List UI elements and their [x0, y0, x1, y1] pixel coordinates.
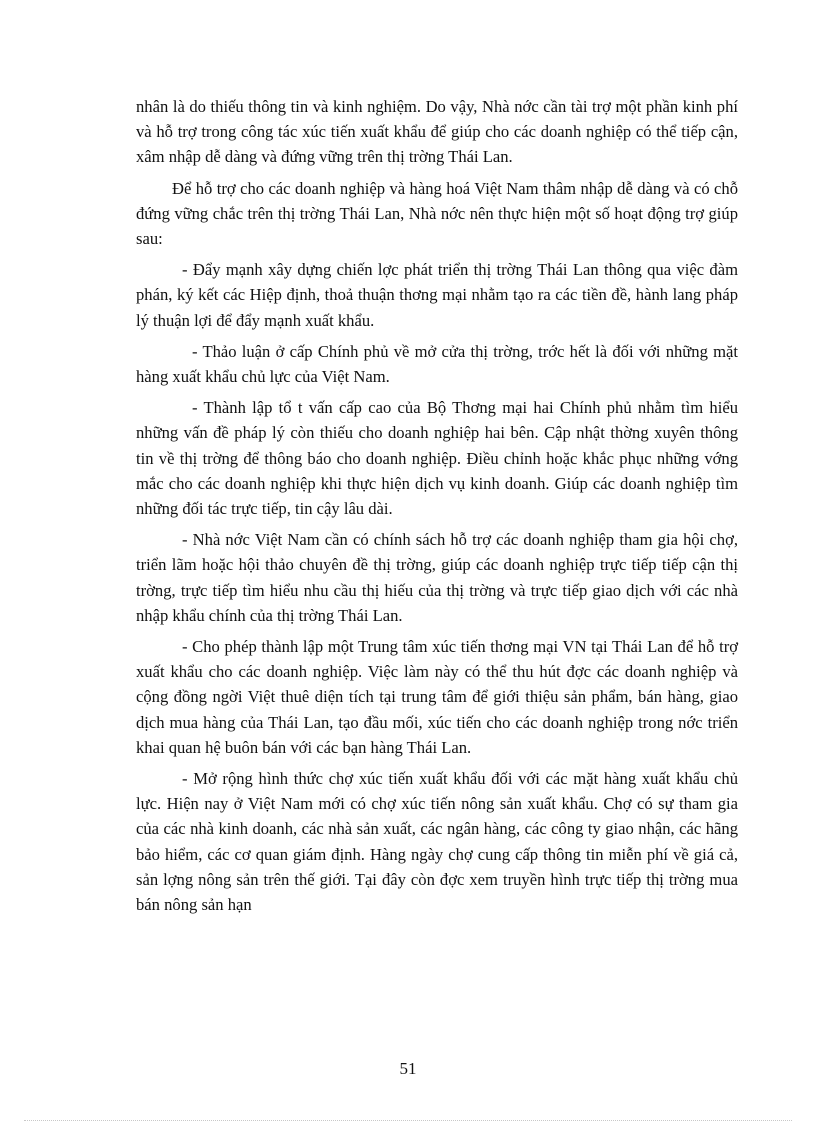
paragraph-support-overview: Để hỗ trợ cho các doanh nghiệp và hàng hoá Việt Nam thâm nhập dễ dàng và có chỗ đứng vững chắc trên thị trờng Thái Lan, Nhà nớc nên thực hiện một số hoạt động trợ giúp sau: — [136, 178, 738, 249]
paragraph-intro-continuation: nhân là do thiếu thông tin và kinh nghiệm. Do vậy, Nhà nớc cần tài trợ một phần kinh phí và hỗ trợ trong công tác xúc tiến xuất khẩu để giúp cho các doanh nghiệp có thể tiếp cận, xâm nhập dễ dàng và đứng vững trên thị trờng Thái Lan. — [136, 97, 738, 167]
paragraph-export-market: - Mở rộng hình thức chợ xúc tiến xuất khẩu đối với các mặt hàng xuất khẩu chủ lực. Hiện nay ở Việt Nam mới có chợ xúc tiến nông sản xuất khẩu. Chợ có sự tham gia của các nhà kinh doanh, các nhà sản xuất, các ngân hàng, các công ty giao nhận, các hãng bảo hiểm, các cơ quan giám định. Hàng ngày chợ cung cấp thông tin miễn phí về giá cả, sản lợng nông sản trên thế giới. Tại đây còn đợc xem truyền hình trực tiếp thị trờng mua bán nông sản hạn — [136, 769, 738, 915]
paragraph-trade-center: - Cho phép thành lập một Trung tâm xúc tiến thơng mại VN tại Thái Lan để hỗ trợ xuất khẩu cho các doanh nghiệp. Việc làm này có thể thu hút đợc các doanh nghiệp và cộng đồng ngời Việt thuê diện tích tại trung tâm để giới thiệu sản phẩm, bán hàng, giao dịch mua hàng của Thái Lan, tạo đầu mối, xúc tiến cho các doanh nghiệp trong nớc triển khai quan hệ buôn bán với các bạn hàng Thái Lan. — [136, 637, 738, 757]
paragraph-trade-fairs: - Nhà nớc Việt Nam cần có chính sách hỗ trợ các doanh nghiệp tham gia hội chợ, triển lãm hoặc hội thảo chuyên đề thị trờng, giúp các doanh nghiệp trực tiếp tiếp cận thị trờng, trực tiếp tìm hiểu nhu cầu thị hiếu của thị trờng và trực tiếp giao dịch với các nhà nhập khẩu chính của thị trờng Thái Lan. — [136, 530, 738, 625]
body-text — [136, 94, 738, 923]
paragraph-advisory-group: - Thành lập tổ t vấn cấp cao của Bộ Thơng mại hai Chính phủ nhằm tìm hiểu những vấn đề pháp lý còn thiếu cho doanh nghiệp hai bên. Cập nhật thờng xuyên thông tin về thị trờng để thông báo cho doanh nghiệp. Điều chỉnh hoặc khắc phục những vớng mắc cho các doanh nghiệp khi thực hiện dịch vụ kinh doanh. Giúp các doanh nghiệp tìm những đối tác trực tiếp, tin cậy lâu dài. — [136, 398, 738, 519]
page-number: 51 — [399, 1059, 417, 1078]
paragraph-government-talks: - Thảo luận ở cấp Chính phủ về mở cửa thị trờng, trớc hết là đối với những mặt hàng xuất khẩu chủ lực của Việt Nam. — [136, 341, 738, 387]
footer-divider — [24, 1120, 792, 1121]
paragraph-strategy: - Đẩy mạnh xây dựng chiến lợc phát triển thị trờng Thái Lan thông qua việc đàm phán, ký kết các Hiệp định, thoả thuận thơng mại nhằm tạo ra các tiền đề, hành lang pháp lý thuận lợi để đẩy mạnh xuất khẩu. — [136, 260, 738, 330]
